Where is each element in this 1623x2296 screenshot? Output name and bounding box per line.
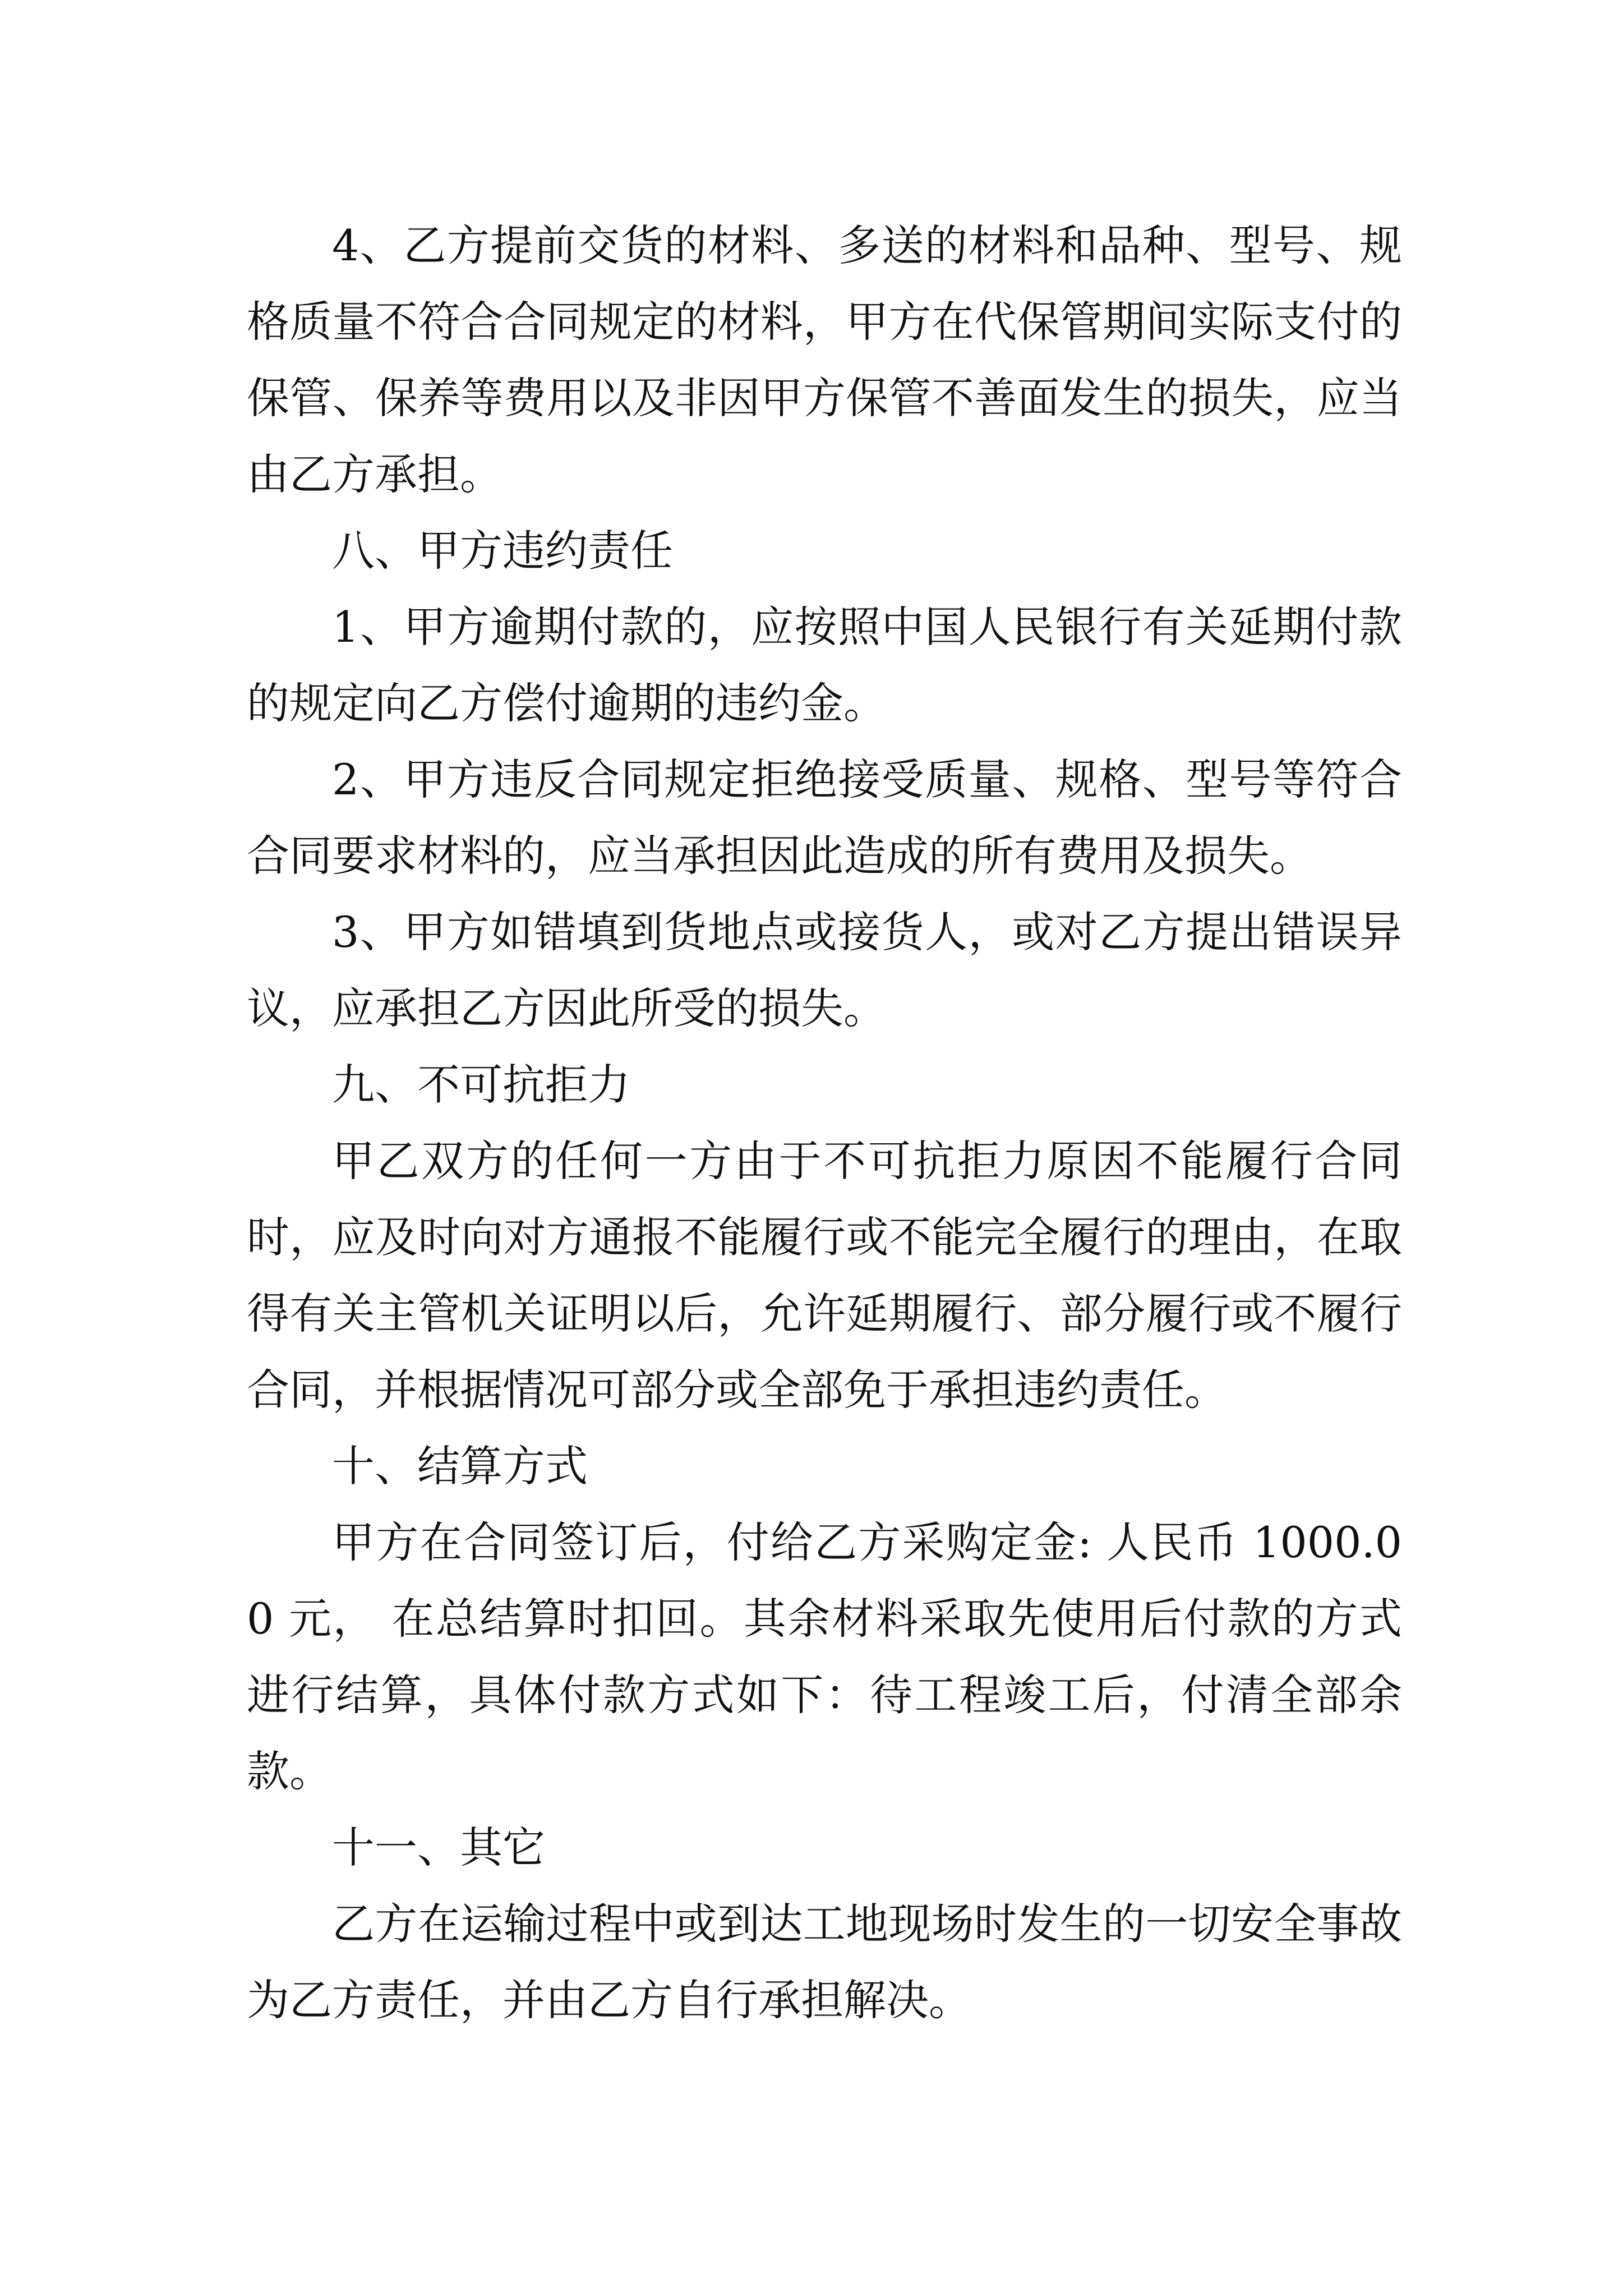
section-heading-11: 十一、其它 <box>332 1823 545 1872</box>
force-majeure-text: 甲乙双方的任何一方由于不可抗拒力原因不能履行合同时，应及时向对方通报不能履行或不能完全履行的理由，在取得有关主管机关证明以后，允许延期履行、部分履行或不履行合同，并根据情况可部分或全部免于承担违约责任。 <box>247 1136 1402 1415</box>
clause-8-1: 1、甲方逾期付款的，应按照中国人民银行有关延期付款的规定向乙方偿付逾期的违约金。 <box>247 602 1402 728</box>
section-heading-9: 九、不可抗拒力 <box>332 1060 630 1110</box>
clause-8-3: 3、甲方如错填到货地点或接货人，或对乙方提出错误异议，应承担乙方因此所受的损失。 <box>247 907 1402 1033</box>
other-text: 乙方在运输过程中或到达工地现场时发生的一切安全事故为乙方责任，并由乙方自行承担解决。 <box>247 1899 1402 2025</box>
section-heading-10: 十、结算方式 <box>332 1441 588 1491</box>
settlement-text: 甲方在合同签订后，付给乙方采购定金: 人民币 1000.00 元， 在总结算时扣回。其余材料采取先使用后付款的方式进行结算，具体付款方式如下：待工程竣工后，付清全部余款。 <box>247 1517 1402 1796</box>
section-heading-8: 八、甲方违约责任 <box>332 526 673 576</box>
clause-7-4: 4、乙方提前交货的材料、多送的材料和品种、型号、规格质量不符合合同规定的材料，甲方在代保管期间实际支付的保管、保养等费用以及非因甲方保管不善面发生的损失，应当由乙方承担。 <box>247 220 1402 499</box>
clause-8-2: 2、甲方违反合同规定拒绝接受质量、规格、型号等符合合同要求材料的，应当承担因此造成的所有费用及损失。 <box>247 754 1402 881</box>
document-body <box>247 208 1402 2039</box>
